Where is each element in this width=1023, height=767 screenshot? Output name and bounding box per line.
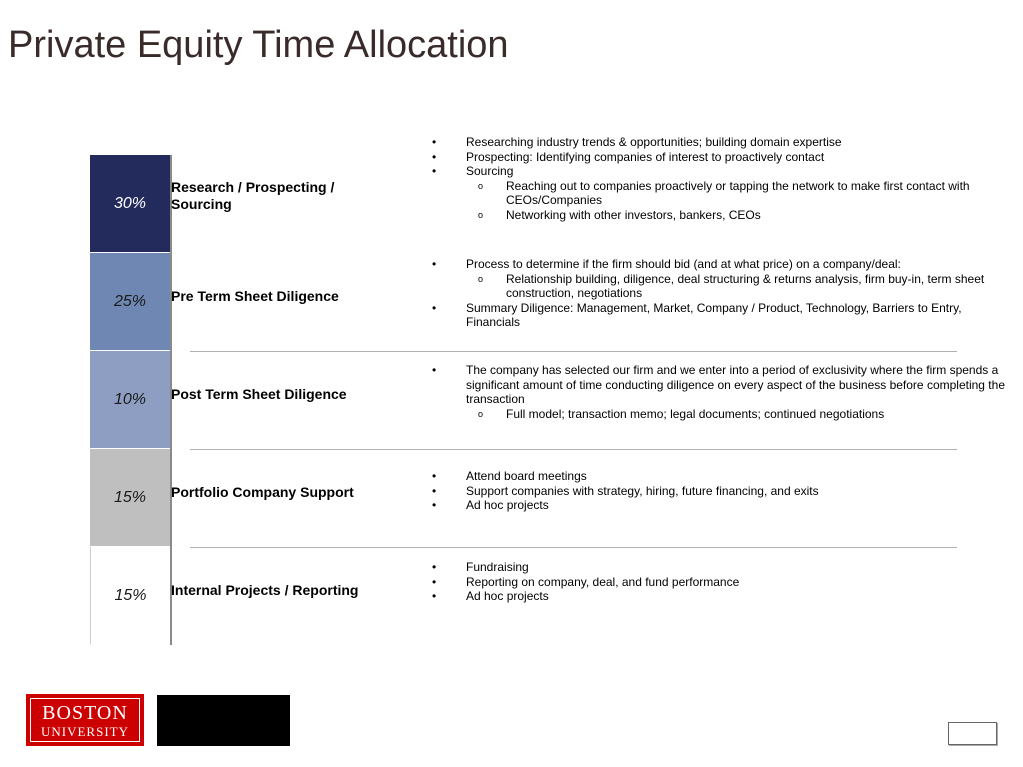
list-item: • Summary Diligence: Management, Market, Company / Product, Technology, Barriers to Entry, Financials xyxy=(432,300,962,330)
list-item: • Process to determine if the firm should bid (and at what price) on a company/deal: xyxy=(432,257,901,271)
segment-pre-term-sheet: 25% xyxy=(90,253,170,351)
segment-portfolio-support: 15% xyxy=(90,449,170,547)
label-portfolio-support: Portfolio Company Support xyxy=(171,484,354,500)
sub-list-item: o Full model; transaction memo; legal documents; continued negotiations xyxy=(478,406,885,421)
sub-list-item: o Networking with other investors, bankers, CEOs xyxy=(478,207,761,222)
sub-list-item: o Reaching out to companies proactively or tapping the network to make first contact with CEOs/Companies xyxy=(478,178,970,208)
page-title: Private Equity Time Allocation xyxy=(8,24,509,66)
list-item: • Support companies with strategy, hiring, future financing, and exits xyxy=(432,483,819,498)
divider-3 xyxy=(190,547,957,548)
label-post-term-sheet: Post Term Sheet Diligence xyxy=(171,386,347,402)
list-item: • Attend board meetings xyxy=(432,469,587,483)
segment-post-term-sheet: 10% xyxy=(90,351,170,449)
list-item: • Ad hoc projects xyxy=(432,498,549,513)
list-item: • Researching industry trends & opportunities; building domain expertise xyxy=(432,135,842,149)
segment-internal-projects: 15% xyxy=(90,547,170,645)
corner-box xyxy=(948,722,997,745)
bullets-research xyxy=(430,135,1005,223)
list-item: • Fundraising xyxy=(432,560,529,574)
label-internal-projects: Internal Projects / Reporting xyxy=(171,582,359,598)
bullets-portfolio-support xyxy=(430,469,1005,513)
divider-2 xyxy=(190,449,957,450)
segment-research: 30% xyxy=(90,155,170,253)
list-item: • Prospecting: Identifying companies of interest to proactively contact xyxy=(432,149,825,164)
list-item: • Ad hoc projects xyxy=(432,589,549,604)
boston-university-logo: BOSTON UNIVERSITY xyxy=(26,694,144,746)
divider-1 xyxy=(190,351,957,352)
bullets-internal-projects xyxy=(430,560,1005,604)
list-item: • Sourcing xyxy=(432,164,514,179)
allocation-bar xyxy=(90,155,172,645)
label-research: Research / Prospecting / Sourcing xyxy=(171,179,335,212)
sub-list-item: o Relationship building, diligence, deal structuring & returns analysis, firm buy-in, term sheet construction, negotiations xyxy=(478,271,985,301)
bullets-post-term-sheet xyxy=(430,363,1005,421)
list-item: • The company has selected our firm and we enter into a period of exclusivity where the firm spends a significant amount of time conducting diligence on every aspect of the business before completing the transaction xyxy=(432,363,1005,407)
list-item: • Reporting on company, deal, and fund performance xyxy=(432,574,740,589)
bullets-pre-term-sheet xyxy=(430,257,1005,330)
label-pre-term-sheet: Pre Term Sheet Diligence xyxy=(171,288,339,304)
redacted-block xyxy=(157,695,290,746)
